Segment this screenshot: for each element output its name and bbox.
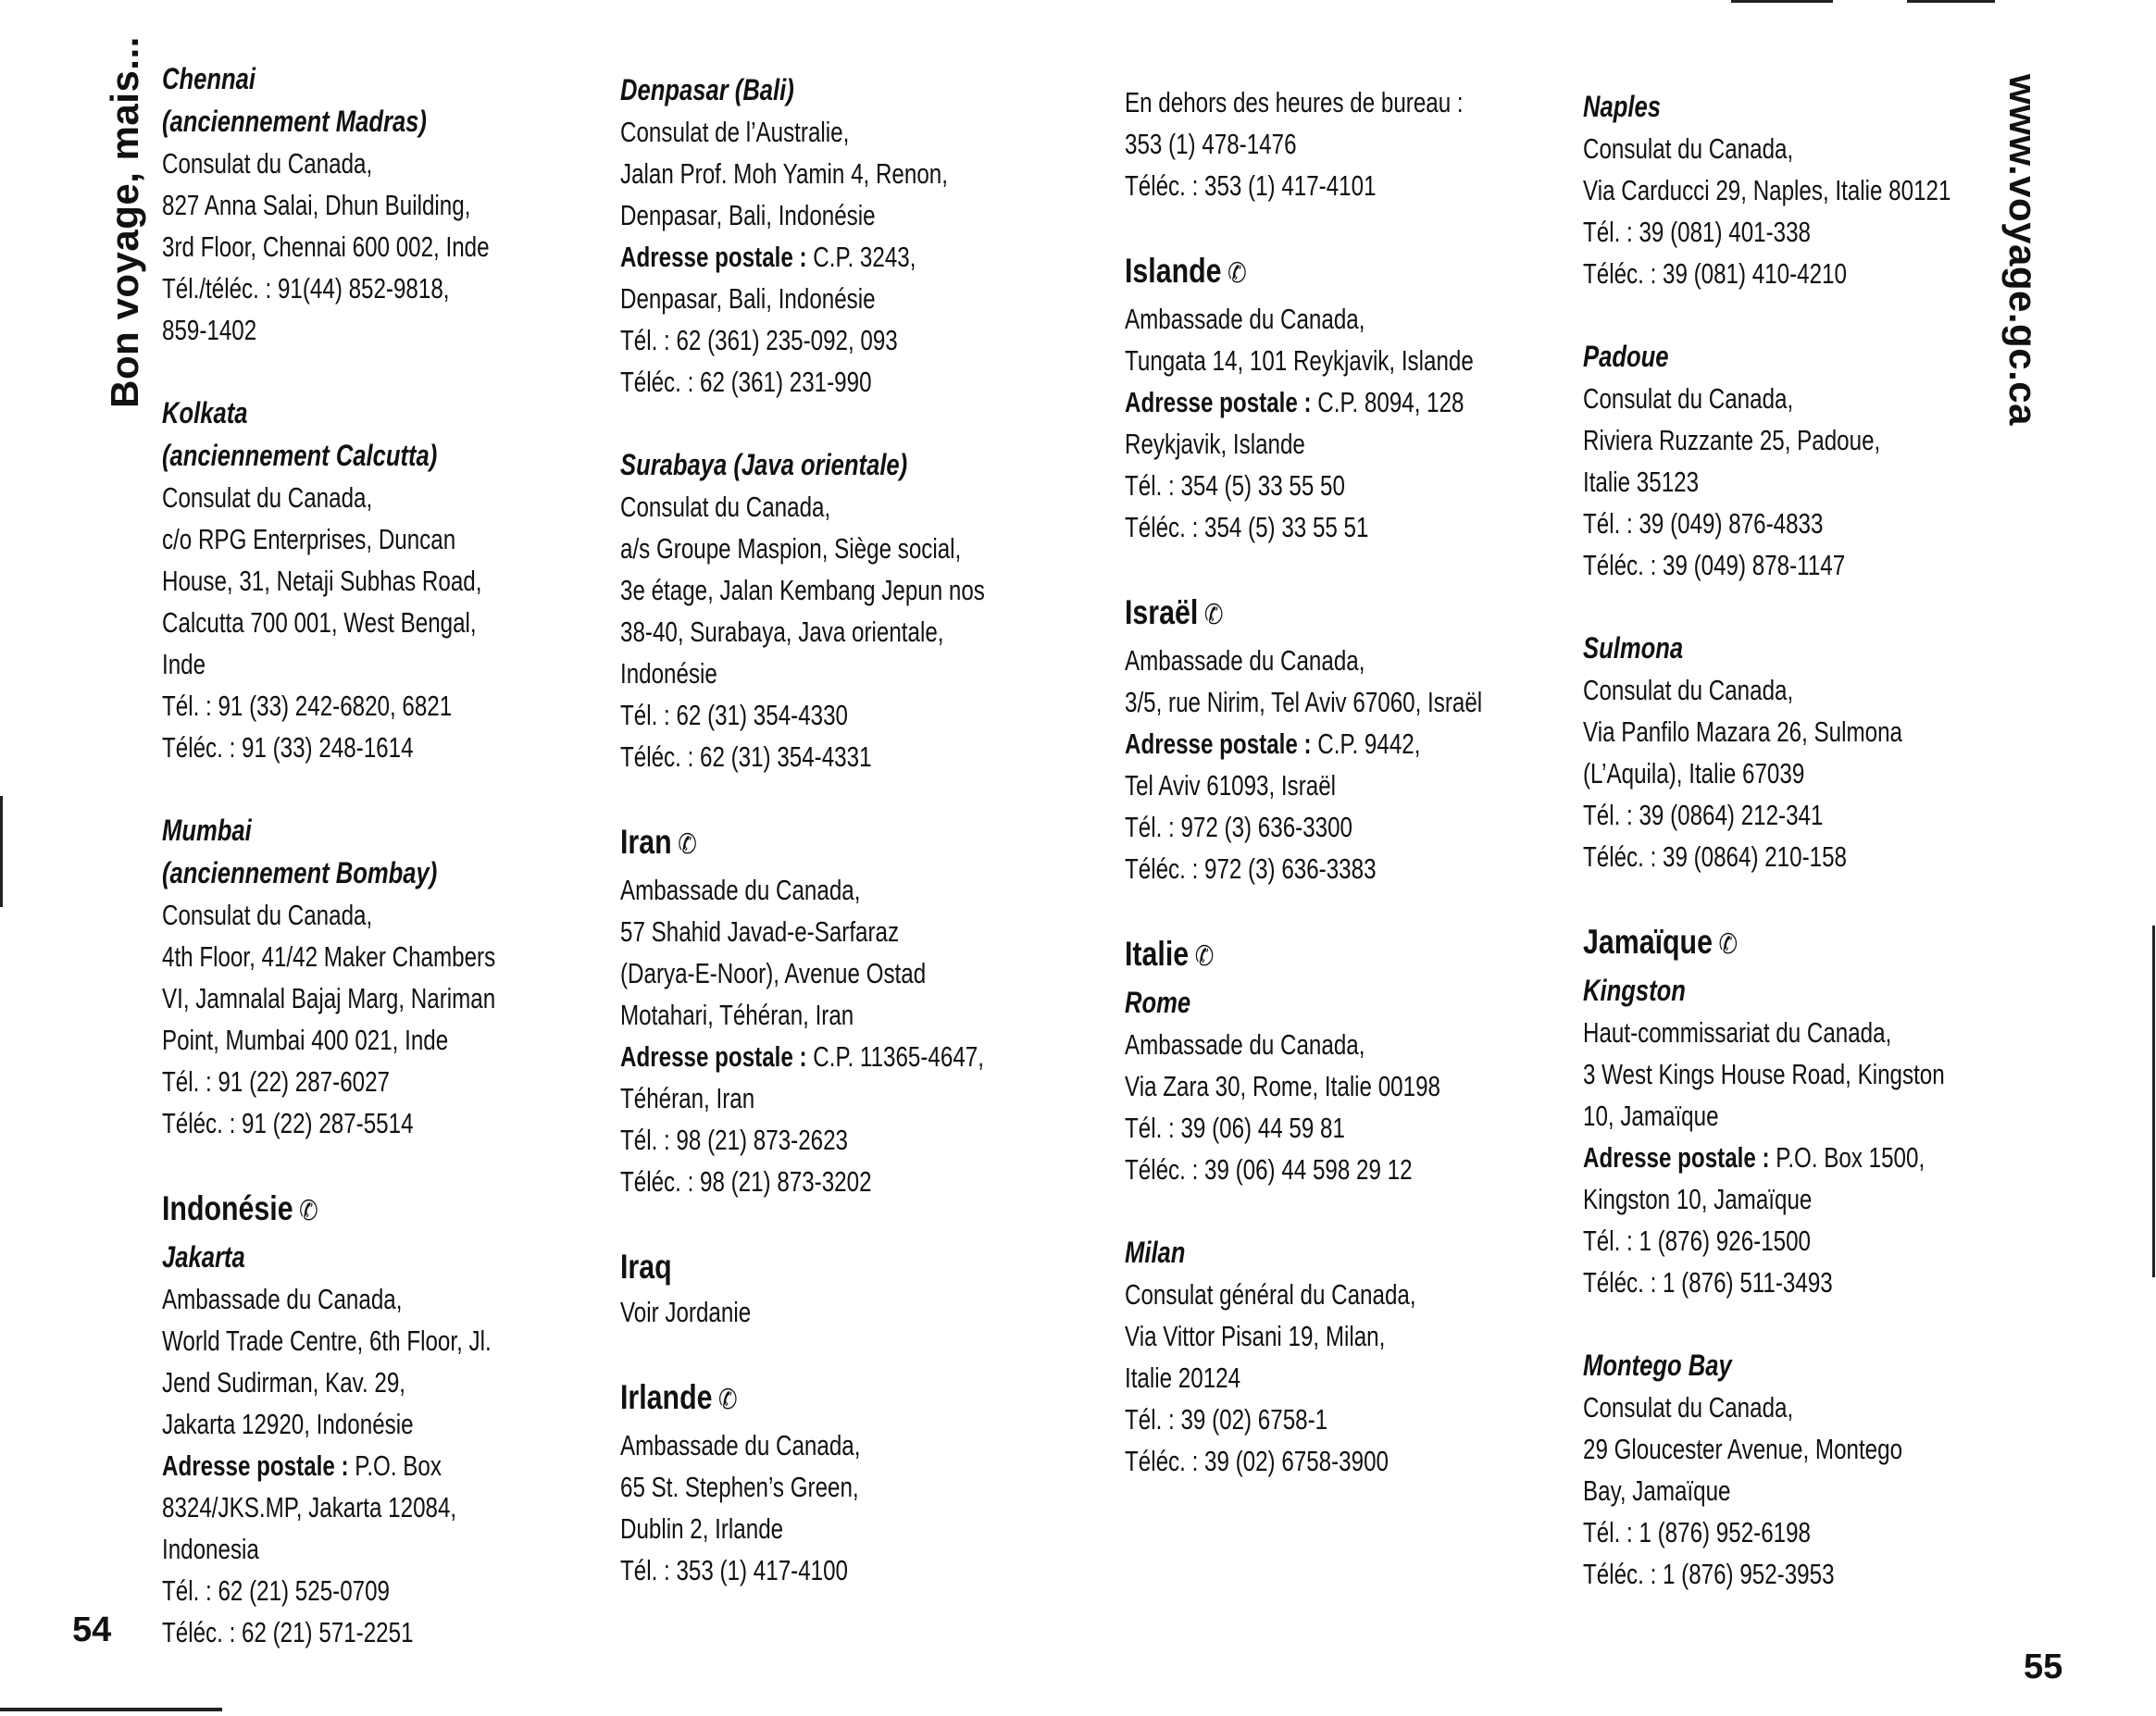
city-heading: Padoue (1583, 340, 1669, 373)
city-former-name: (anciennement Madras) (162, 105, 427, 138)
entry-line: Téhéran, Iran (620, 1082, 755, 1114)
entry-line: Tél. : 39 (049) 876-4833 (1583, 507, 1824, 540)
entry-line: Tél. : 62 (31) 354-4330 (620, 699, 848, 731)
city-heading: Kolkata (162, 396, 248, 429)
directory-entry (1583, 85, 1990, 294)
entry-line: World Trade Centre, 6th Floor, Jl. (162, 1324, 492, 1357)
entry-line: 8324/JKS.MP, Jakarta 12084, (162, 1491, 457, 1523)
postal-address-line (1125, 723, 1442, 765)
city-heading: Rome (1125, 986, 1191, 1019)
entry-line: 10, Jamaïque (1583, 1100, 1719, 1132)
entry-line: (L’Aquila), Italie 67039 (1583, 757, 1805, 790)
postal-label: Adresse postale : (620, 1040, 807, 1073)
city-heading: Sulmona (1583, 631, 1684, 665)
entry-line: Riviera Ruzzante 25, Padoue, (1583, 424, 1881, 456)
entry-line: Via Zara 30, Rome, Italie 00198 (1125, 1070, 1440, 1102)
entry-line: 3rd Floor, Chennai 600 002, Inde (162, 230, 490, 263)
entry-line: Reykjavik, Islande (1125, 428, 1305, 460)
entry-line: Téléc. : 91 (33) 248-1614 (162, 731, 414, 764)
entry-line: Tél. : 354 (5) 33 55 50 (1125, 469, 1345, 502)
directory-entry (1125, 589, 1532, 889)
postal-value: P.O. Box 1500, (1776, 1141, 1925, 1174)
side-url (1990, 56, 2055, 444)
entry-line: House, 31, Netaji Subhas Road, (162, 565, 482, 597)
telephone-icon: ✆ (1194, 941, 1215, 972)
country-heading (1125, 930, 1459, 981)
entry-line: Consulat général du Canada, (1125, 1278, 1416, 1311)
entry-line: Tél. : 62 (361) 235-092, 093 (620, 324, 898, 356)
city-former-name: (anciennement Calcutta) (162, 439, 438, 472)
entry-line: Consulat du Canada, (1583, 674, 1794, 706)
directory-entry (1125, 930, 1532, 1190)
bottom-rule (0, 1708, 222, 1711)
entry-line: 3/5, rue Nirim, Tel Aviv 67060, Israël (1125, 686, 1483, 718)
directory-entry (162, 809, 569, 1144)
entry-line: Tél. : 91 (22) 287-6027 (162, 1065, 390, 1098)
country-name: Jamaïque (1583, 923, 1713, 961)
entry-line: Voir Jordanie (620, 1296, 752, 1328)
entry-line: 827 Anna Salai, Dhun Building, (162, 189, 471, 221)
country-name: Islande (1125, 252, 1222, 290)
entry-line: Tél. : 39 (081) 401-338 (1583, 216, 1811, 248)
entry-line: Calcutta 700 001, West Bengal, (162, 606, 477, 639)
entry-line: Ambassade du Canada, (1125, 303, 1365, 335)
entry-line: Ambassade du Canada, (620, 874, 861, 906)
side-title-text: Bon voyage, mais... (103, 36, 146, 408)
directory-entry (162, 57, 569, 351)
entry-line: c/o RPG Enterprises, Duncan (162, 523, 456, 555)
entry-line: Téléc. : 39 (02) 6758-3900 (1125, 1445, 1389, 1477)
entry-line: 4th Floor, 41/42 Maker Chambers (162, 940, 496, 973)
postal-address-line (620, 1036, 984, 1077)
right-edge-mark (2152, 926, 2155, 1277)
entry-line: Via Carducci 29, Naples, Italie 80121 (1583, 174, 1951, 206)
entry-line: Téléc. : 353 (1) 417-4101 (1125, 169, 1377, 202)
entry-line: Ambassade du Canada, (1125, 1028, 1365, 1061)
entry-line: Tél. : 1 (876) 952-6198 (1583, 1516, 1811, 1548)
country-heading (620, 1374, 954, 1424)
entry-line: 353 (1) 478-1476 (1125, 128, 1297, 160)
page-number-right: 55 (2024, 1648, 2063, 1686)
telephone-icon: ✆ (678, 829, 697, 860)
entry-line: 65 St. Stephen’s Green, (620, 1471, 859, 1503)
entry-line: Tel Aviv 61093, Israël (1125, 769, 1337, 802)
entry-line: 29 Gloucester Avenue, Montego (1583, 1433, 1903, 1465)
entry-line: 57 Shahid Javad-e-Sarfaraz (620, 915, 900, 948)
directory-entry (1583, 335, 1990, 586)
country-heading (620, 818, 954, 869)
entry-line: 859-1402 (162, 314, 257, 346)
country-name: Italie (1125, 935, 1190, 973)
telephone-icon: ✆ (299, 1196, 318, 1226)
city-heading: Milan (1125, 1236, 1186, 1269)
country-heading (162, 1185, 496, 1236)
entry-line: Jalan Prof. Moh Yamin 4, Renon, (620, 157, 948, 190)
entry-line: Téléc. : 62 (361) 231-990 (620, 366, 872, 398)
entry-line: Téléc. : 1 (876) 511-3493 (1583, 1266, 1833, 1299)
city-heading: Kingston (1583, 974, 1686, 1007)
city-heading: Chennai (162, 62, 255, 95)
city-heading: Surabaya (Java orientale) (620, 448, 908, 481)
entry-line: Point, Mumbai 400 021, Inde (162, 1024, 449, 1056)
entry-line: Dublin 2, Irlande (620, 1512, 784, 1545)
entry-line: VI, Jamnalal Bajaj Marg, Nariman (162, 982, 496, 1014)
country-heading (1125, 589, 1459, 640)
postal-address-line (162, 1445, 480, 1486)
directory-entry (1125, 247, 1532, 548)
entry-line: Tél. : 98 (21) 873-2623 (620, 1124, 848, 1156)
entry-line: (Darya-E-Noor), Avenue Ostad (620, 957, 927, 989)
entry-line: Consulat du Canada, (620, 491, 831, 523)
directory-entry (1125, 1231, 1532, 1482)
entry-line: Consulat du Canada, (162, 147, 373, 180)
entry-line: Via Panfilo Mazara 26, Sulmona (1583, 715, 1902, 748)
postal-address-line (1583, 1137, 1925, 1178)
city-heading: Mumbai (162, 814, 252, 847)
postal-label: Adresse postale : (1125, 386, 1312, 418)
entry-line: Denpasar, Bali, Indonésie (620, 199, 876, 231)
entry-line: Bay, Jamaïque (1583, 1474, 1731, 1507)
postal-value: C.P. 9442, (1317, 727, 1421, 760)
entry-line: Tungata 14, 101 Reykjavik, Islande (1125, 344, 1474, 377)
postal-address-line (1125, 381, 1464, 423)
entry-line: Téléc. : 1 (876) 952-3953 (1583, 1558, 1835, 1590)
postal-value: C.P. 11365-4647, (813, 1040, 984, 1073)
entry-line: Téléc. : 62 (31) 354-4331 (620, 740, 872, 773)
entry-line: Indonesia (162, 1533, 259, 1565)
entry-line: Consulat du Canada, (162, 481, 373, 514)
entry-line: Indonésie (620, 657, 717, 690)
directory-entry (620, 68, 1028, 403)
entry-line: Jakarta 12920, Indonésie (162, 1408, 414, 1440)
city-heading: Denpasar (Bali) (620, 73, 794, 106)
city-heading: Naples (1583, 90, 1661, 123)
postal-value: C.P. 8094, 128 (1317, 386, 1464, 418)
entry-line: Tél. : 972 (3) 636-3300 (1125, 811, 1352, 843)
country-heading (1583, 918, 1917, 969)
telephone-icon: ✆ (1228, 258, 1247, 289)
entry-line: Téléc. : 39 (06) 44 598 29 12 (1125, 1153, 1413, 1186)
country-name: Iraq (620, 1248, 672, 1286)
directory-entry (620, 1243, 1028, 1333)
country-name: Indonésie (162, 1189, 293, 1227)
directory-entry (620, 443, 1028, 777)
telephone-icon: ✆ (1718, 929, 1739, 960)
postal-label: Adresse postale : (620, 241, 807, 273)
entry-line: Téléc. : 972 (3) 636-3383 (1125, 852, 1377, 885)
country-heading (1125, 247, 1459, 298)
city-former-name: (anciennement Bombay) (162, 856, 438, 889)
directory-entry (1583, 1344, 1990, 1595)
entry-line: Italie 20124 (1125, 1362, 1241, 1394)
entry-line: Consulat de l’Australie, (620, 116, 850, 148)
entry-line: Via Vittor Pisani 19, Milan, (1125, 1320, 1386, 1352)
entry-line: Tél. : 91 (33) 242-6820, 6821 (162, 690, 453, 722)
column-1 (162, 57, 569, 1694)
column-2 (620, 68, 1028, 1632)
country-name: Israël (1125, 593, 1199, 631)
column-4 (1583, 85, 1990, 1635)
telephone-icon: ✆ (718, 1385, 738, 1415)
entry-line: Tél. : 39 (0864) 212-341 (1583, 799, 1824, 831)
postal-value: C.P. 3243, (813, 241, 916, 273)
entry-line: Denpasar, Bali, Indonésie (620, 282, 876, 315)
side-url-text: www.voyage.gc.ca (2001, 74, 2045, 426)
entry-line: Jend Sudirman, Kav. 29, (162, 1366, 405, 1399)
column-3 (1125, 81, 1532, 1523)
entry-line: Consulat du Canada, (1583, 382, 1794, 415)
directory-entry (1583, 627, 1990, 877)
entry-line: 3 West Kings House Road, Kingston (1583, 1058, 1945, 1090)
entry-line: Consulat du Canada, (162, 899, 373, 931)
entry-line: Ambassade du Canada, (620, 1429, 861, 1461)
entry-line: Tél. : 39 (02) 6758-1 (1125, 1403, 1328, 1436)
entry-line: Téléc. : 91 (22) 287-5514 (162, 1107, 414, 1139)
postal-label: Adresse postale : (1125, 727, 1312, 760)
postal-address-line (620, 236, 938, 278)
entry-line: 38-40, Surabaya, Java orientale, (620, 616, 944, 648)
side-title (93, 28, 157, 417)
city-heading: Jakarta (162, 1240, 245, 1274)
entry-line: Tél. : 353 (1) 417-4100 (620, 1554, 848, 1586)
postal-label: Adresse postale : (162, 1449, 349, 1482)
page-number-left: 54 (72, 1610, 112, 1649)
directory-entry (162, 1185, 569, 1653)
directory-entry (620, 1374, 1028, 1591)
entry-line: Consulat du Canada, (1583, 132, 1794, 165)
telephone-icon: ✆ (1203, 600, 1224, 630)
entry-line: Tél./téléc. : 91(44) 852-9818, (162, 272, 450, 305)
top-rule-2 (1907, 0, 1995, 3)
entry-line: Tél. : 1 (876) 926-1500 (1583, 1225, 1811, 1257)
entry-line: Téléc. : 39 (049) 878-1147 (1583, 549, 1846, 581)
entry-line: Motahari, Téhéran, Iran (620, 999, 854, 1031)
entry-line: Tél. : 39 (06) 44 59 81 (1125, 1112, 1345, 1144)
directory-entry (1125, 81, 1532, 206)
country-name: Irlande (620, 1378, 713, 1416)
postal-label: Adresse postale : (1583, 1141, 1770, 1174)
directory-entry (1583, 918, 1990, 1303)
country-heading (620, 1243, 954, 1291)
directory-entry (162, 392, 569, 768)
directory-entry (620, 818, 1028, 1202)
entry-line: Téléc. : 39 (081) 410-4210 (1583, 257, 1847, 290)
entry-line: Téléc. : 62 (21) 571-2251 (162, 1616, 414, 1648)
entry-line: Ambassade du Canada, (1125, 644, 1365, 677)
entry-line: Téléc. : 98 (21) 873-3202 (620, 1165, 872, 1198)
entry-line: Téléc. : 354 (5) 33 55 51 (1125, 511, 1369, 543)
postal-value: P.O. Box (355, 1449, 442, 1482)
entry-line: Tél. : 62 (21) 525-0709 (162, 1574, 390, 1607)
entry-line: Consulat du Canada, (1583, 1391, 1794, 1424)
entry-line: Kingston 10, Jamaïque (1583, 1183, 1813, 1215)
city-heading: Montego Bay (1583, 1349, 1732, 1382)
country-name: Iran (620, 823, 672, 861)
entry-line: Inde (162, 648, 206, 680)
entry-line: Italie 35123 (1583, 466, 1700, 498)
entry-line: 3e étage, Jalan Kembang Jepun nos (620, 574, 985, 606)
left-edge-mark (0, 796, 3, 907)
top-rule (1731, 0, 1833, 3)
entry-line: En dehors des heures de bureau : (1125, 86, 1464, 118)
entry-line: Téléc. : 39 (0864) 210-158 (1583, 840, 1847, 873)
entry-line: a/s Groupe Maspion, Siège social, (620, 532, 962, 565)
entry-line: Ambassade du Canada, (162, 1283, 403, 1315)
entry-line: Haut-commissariat du Canada, (1583, 1016, 1892, 1049)
